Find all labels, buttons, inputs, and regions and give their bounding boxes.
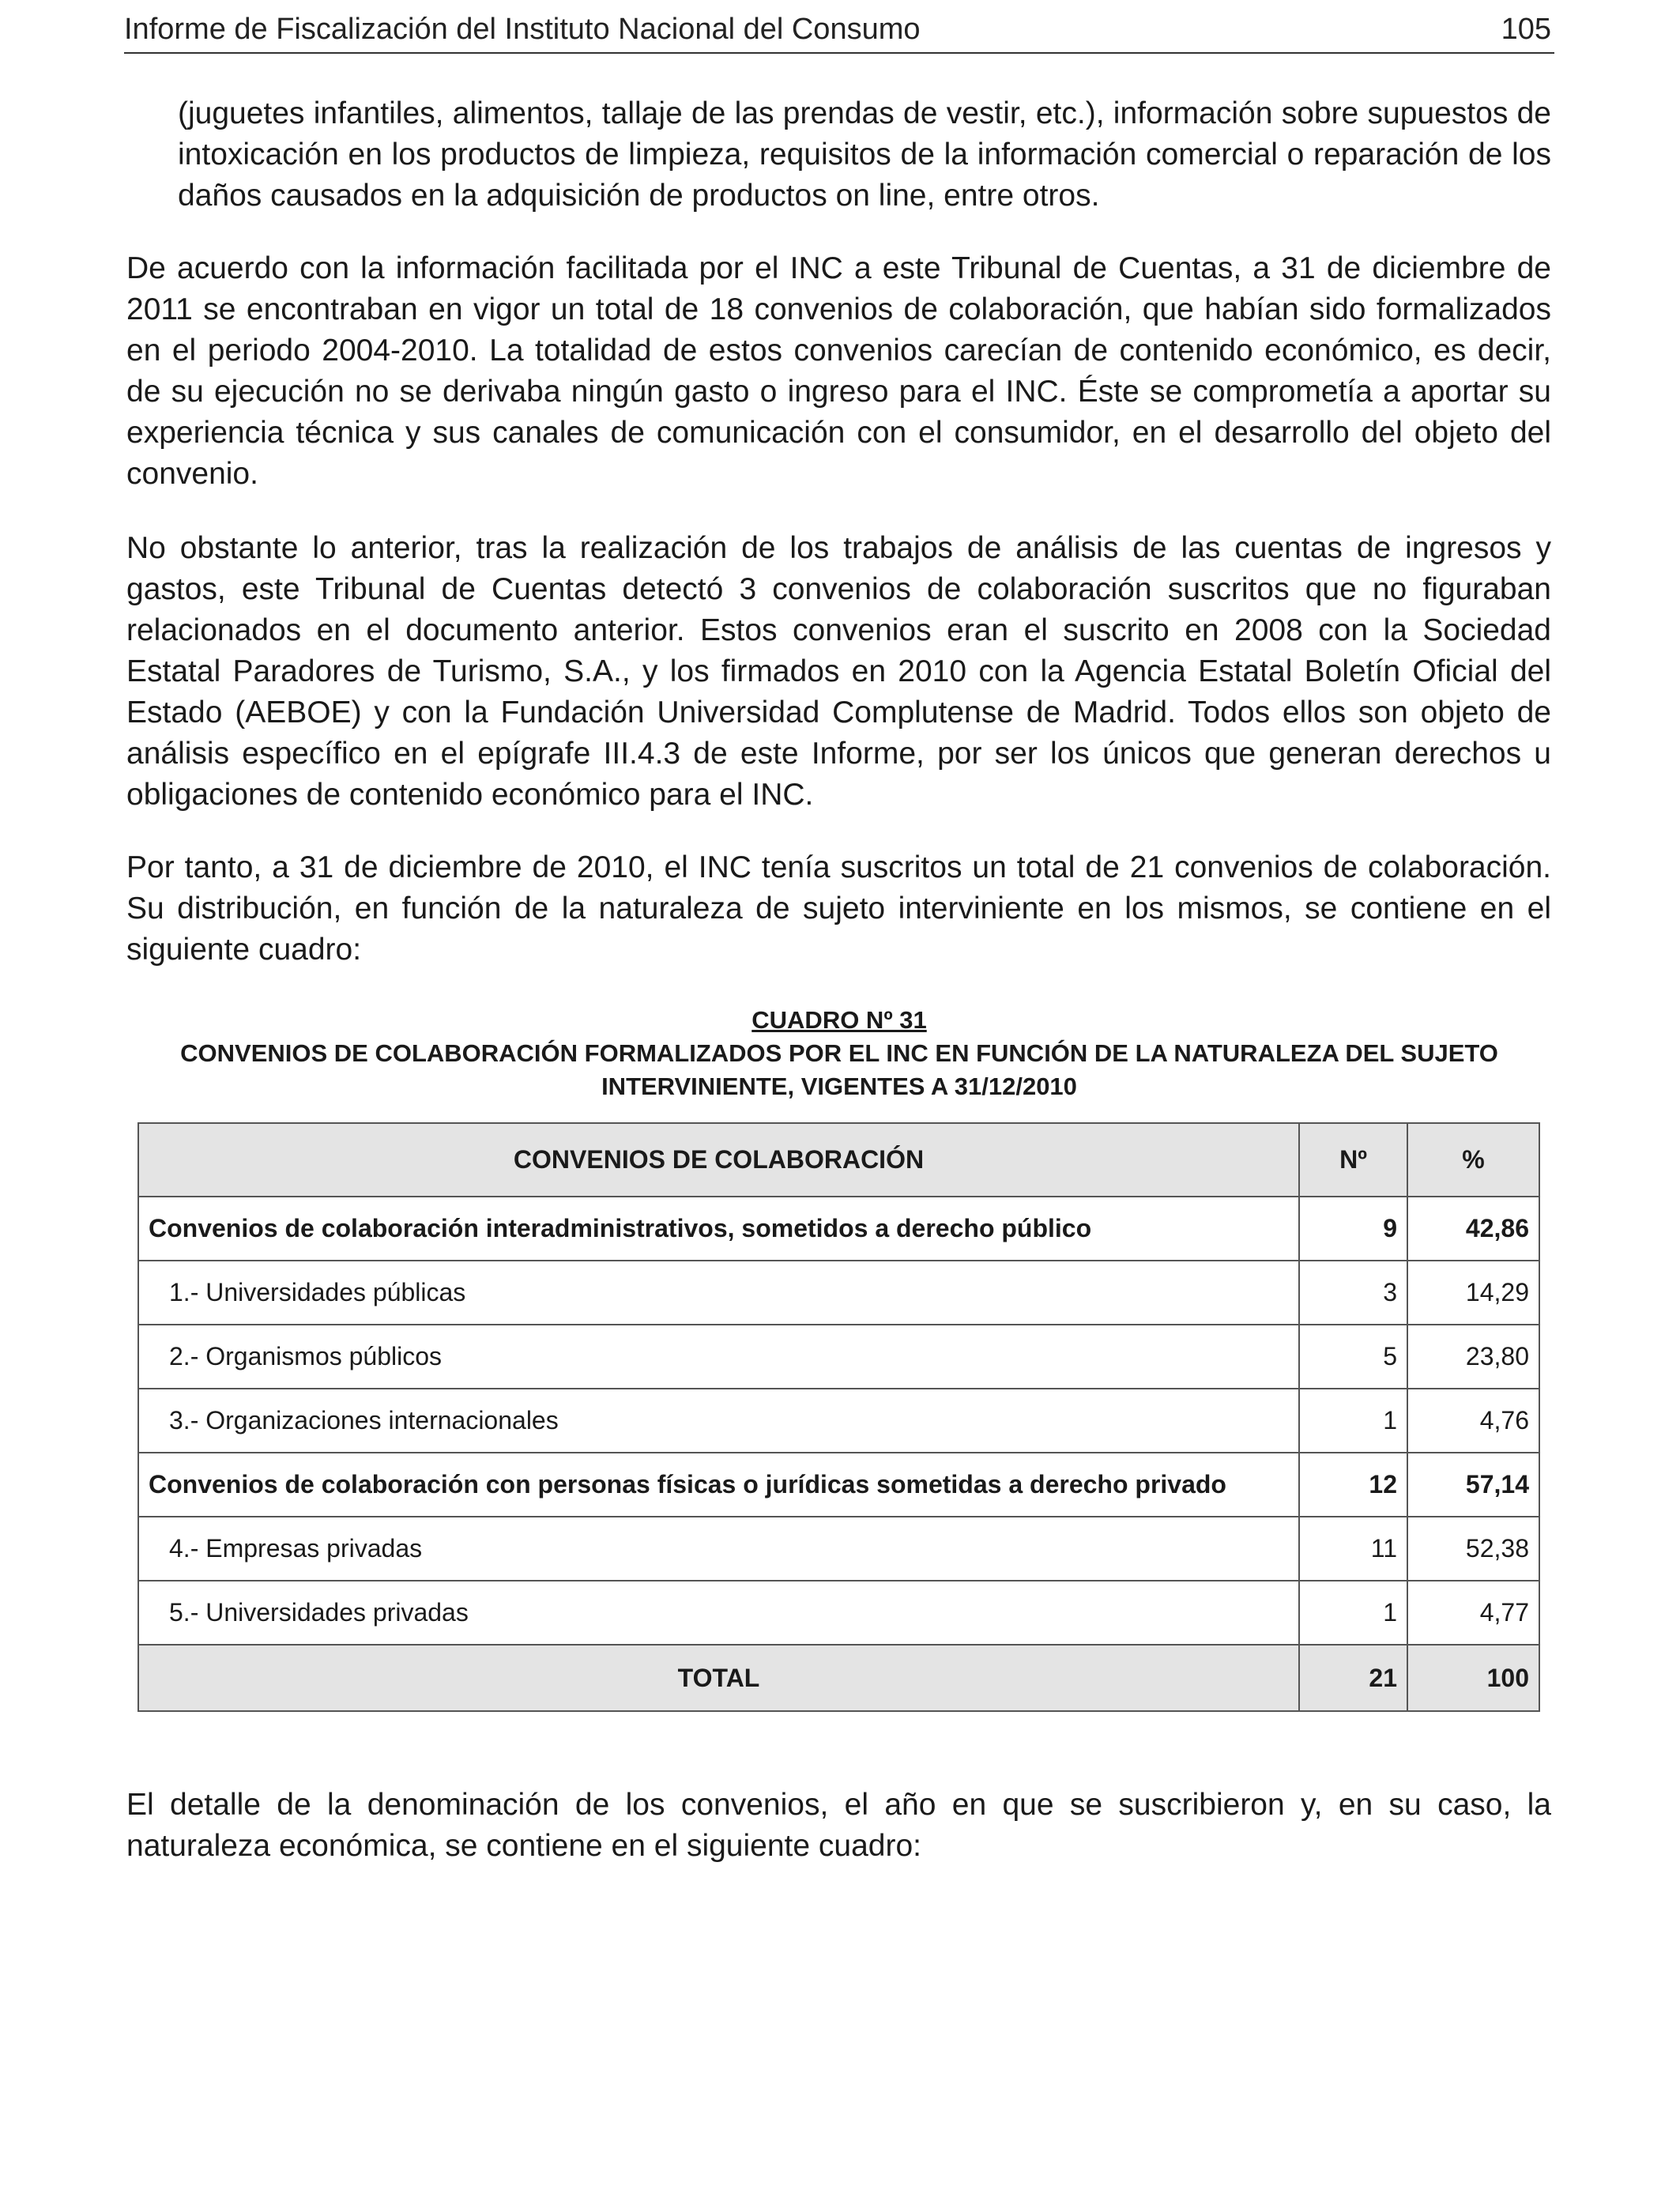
table-row (138, 1197, 1539, 1261)
row-label: 5.- Universidades privadas (138, 1581, 1299, 1645)
table-total-row (138, 1645, 1539, 1711)
row-label: 2.- Organismos públicos (138, 1325, 1299, 1389)
row-percent: 4,76 (1407, 1389, 1539, 1453)
table-row (138, 1517, 1539, 1581)
row-label: 1.- Universidades públicas (138, 1261, 1299, 1325)
row-label: Convenios de colaboración interadministrativos, sometidos a derecho público (138, 1197, 1299, 1261)
row-count: 9 (1299, 1197, 1407, 1261)
row-count: 1 (1299, 1581, 1407, 1645)
page-header (124, 6, 1554, 54)
convenios-table (137, 1122, 1540, 1712)
header-numero: Nº (1299, 1123, 1407, 1197)
table-row (138, 1325, 1539, 1389)
row-label: Convenios de colaboración con personas físicas o jurídicas sometidas a derecho privado (138, 1453, 1299, 1517)
table-caption-title: CONVENIOS DE COLABORACIÓN FORMALIZADOS POR EL INC EN FUNCIÓN DE LA NATURALEZA DEL SUJETO INTERVINIENTE, VIGENTES A 31/12/2010 (180, 1039, 1498, 1100)
row-percent: 4,77 (1407, 1581, 1539, 1645)
row-percent: 52,38 (1407, 1517, 1539, 1581)
header-porcentaje: % (1407, 1123, 1539, 1197)
paragraph-distribucion: Por tanto, a 31 de diciembre de 2010, el INC tenía suscritos un total de 21 convenios de colaboración. Su distribución, en función de la naturaleza de sujeto interviniente en los mismos, se contiene en el siguiente cuadro: (126, 850, 1551, 967)
paragraph-closing: El detalle de la denominación de los convenios, el año en que se suscribieron y, en su caso, la naturaleza económica, se contiene en el siguiente cuadro: (126, 1788, 1551, 1863)
row-label: 3.- Organizaciones internacionales (138, 1389, 1299, 1453)
paragraph-convenios-vigor: De acuerdo con la información facilitada por el INC a este Tribunal de Cuentas, a 31 de diciembre de 2011 se encontraban en vigor un total de 18 convenios de colaboración, que habían sido formalizados en el periodo 2004-2010. La totalidad de estos convenios carecían de contenido económico, es decir, de su ejecución no se derivaba ningún gasto o ingreso para el INC. Éste se comprometía a aportar su experiencia técnica y sus canales de comunicación con el consumidor, en el desarrollo del objeto del convenio. (126, 251, 1551, 491)
row-label: 4.- Empresas privadas (138, 1517, 1299, 1581)
total-count: 21 (1299, 1645, 1407, 1711)
header-convenios: CONVENIOS DE COLABORACIÓN (138, 1123, 1299, 1197)
table-row (138, 1453, 1539, 1517)
row-count: 1 (1299, 1389, 1407, 1453)
row-percent: 42,86 (1407, 1197, 1539, 1261)
paragraph-convenios-detectados: No obstante lo anterior, tras la realización de los trabajos de análisis de las cuentas de ingresos y gastos, este Tribunal de Cuentas detectó 3 convenios de colaboración suscritos que no figuraban relacionados en el documento anterior. Estos convenios eran el suscrito en 2008 con la Sociedad Estatal Paradores de Turismo, S.A., y los firmados en 2010 con la Agencia Estatal Boletín Oficial del Estado (AEBOE) y con la Fundación Universidad Complutense de Madrid. Todos ellos son objeto de análisis específico en el epígrafe III.4.3 de este Informe, por ser los únicos que generan derechos u obligaciones de contenido económico para el INC. (126, 531, 1551, 812)
total-percent: 100 (1407, 1645, 1539, 1711)
row-count: 11 (1299, 1517, 1407, 1581)
table-row (138, 1389, 1539, 1453)
report-title: Informe de Fiscalización del Instituto Nacional del Consumo (124, 12, 921, 46)
table-caption-number: CUADRO Nº 31 (751, 1006, 927, 1034)
row-count: 12 (1299, 1453, 1407, 1517)
paragraph-continuation: (juguetes infantiles, alimentos, tallaje de las prendas de vestir, etc.), información sobre supuestos de intoxicación en los productos de limpieza, requisitos de la información comercial o reparación de los daños causados en la adquisición de productos on line, entre otros. (178, 96, 1551, 213)
row-percent: 23,80 (1407, 1325, 1539, 1389)
total-label: TOTAL (138, 1645, 1299, 1711)
row-count: 3 (1299, 1261, 1407, 1325)
table-row (138, 1581, 1539, 1645)
row-percent: 57,14 (1407, 1453, 1539, 1517)
table-row (138, 1261, 1539, 1325)
row-count: 5 (1299, 1325, 1407, 1389)
table-header-row (138, 1123, 1539, 1197)
page-number: 105 (1501, 12, 1551, 46)
table-caption (124, 1004, 1554, 1103)
row-percent: 14,29 (1407, 1261, 1539, 1325)
